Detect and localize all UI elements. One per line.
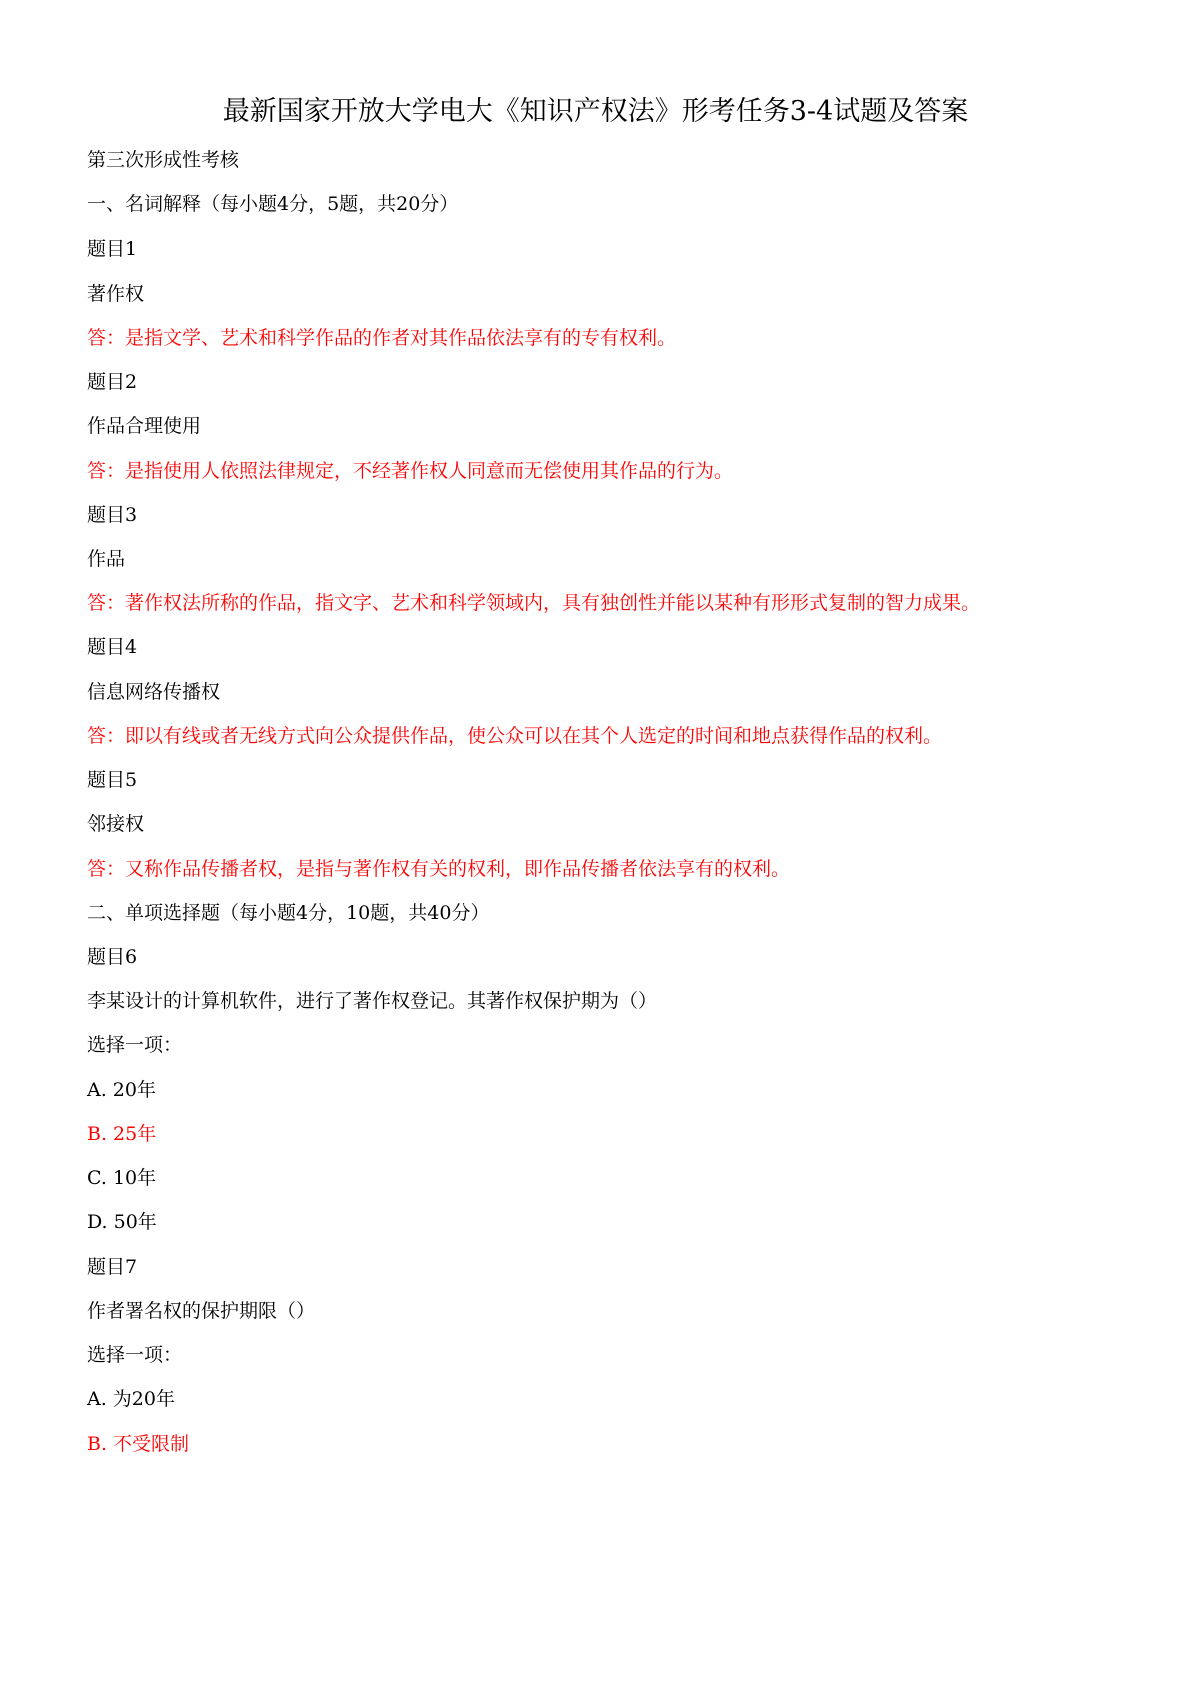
section-heading: 第三次形成性考核 xyxy=(87,149,240,171)
q6-option-d: D. 50年 xyxy=(87,1211,157,1233)
q6-prompt: 选择一项： xyxy=(87,1034,183,1056)
q7-option-b: B. 不受限制 xyxy=(87,1433,190,1455)
q4-answer: 答：即以有线或者无线方式向公众提供作品，使公众可以在其个人选定的时间和地点获得作品的权利。 xyxy=(87,725,943,747)
q1-answer: 答：是指文学、艺术和科学作品的作者对其作品依法享有的专有权利。 xyxy=(87,327,677,349)
q2-answer: 答：是指使用人依照法律规定，不经著作权人同意而无偿使用其作品的行为。 xyxy=(87,460,734,482)
q5-label: 题目5 xyxy=(87,769,138,791)
q1-text: 著作权 xyxy=(87,283,145,305)
q6-text: 李某设计的计算机软件，进行了著作权登记。其著作权保护期为（） xyxy=(87,990,658,1012)
part2-heading: 二、单项选择题（每小题4分，10题，共40分） xyxy=(87,902,490,924)
q4-text: 信息网络传播权 xyxy=(87,681,221,703)
q6-option-b: B. 25年 xyxy=(87,1123,157,1145)
q5-answer: 答：又称作品传播者权，是指与著作权有关的权利，即作品传播者依法享有的权利。 xyxy=(87,858,791,880)
q6-option-c: C. 10年 xyxy=(87,1167,157,1189)
q2-label: 题目2 xyxy=(87,371,138,393)
q4-label: 题目4 xyxy=(87,636,138,658)
q7-label: 题目7 xyxy=(87,1256,138,1278)
q6-option-a: A. 20年 xyxy=(87,1079,156,1101)
q3-text: 作品 xyxy=(87,548,126,570)
q7-option-a: A. 为20年 xyxy=(87,1388,175,1410)
document-title: 最新国家开放大学电大《知识产权法》形考任务3-4试题及答案 xyxy=(222,96,969,127)
q3-answer: 答：著作权法所称的作品，指文字、艺术和科学领域内，具有独创性并能以某种有形形式复制的智力成果。 xyxy=(87,592,981,614)
part1-heading: 一、名词解释（每小题4分，5题，共20分） xyxy=(87,193,459,215)
q5-text: 邻接权 xyxy=(87,813,145,835)
q7-text: 作者署名权的保护期限（） xyxy=(87,1300,316,1322)
q1-label: 题目1 xyxy=(87,238,138,260)
q3-label: 题目3 xyxy=(87,504,138,526)
q7-prompt: 选择一项： xyxy=(87,1344,183,1366)
q6-label: 题目6 xyxy=(87,946,138,968)
q2-text: 作品合理使用 xyxy=(87,415,202,437)
